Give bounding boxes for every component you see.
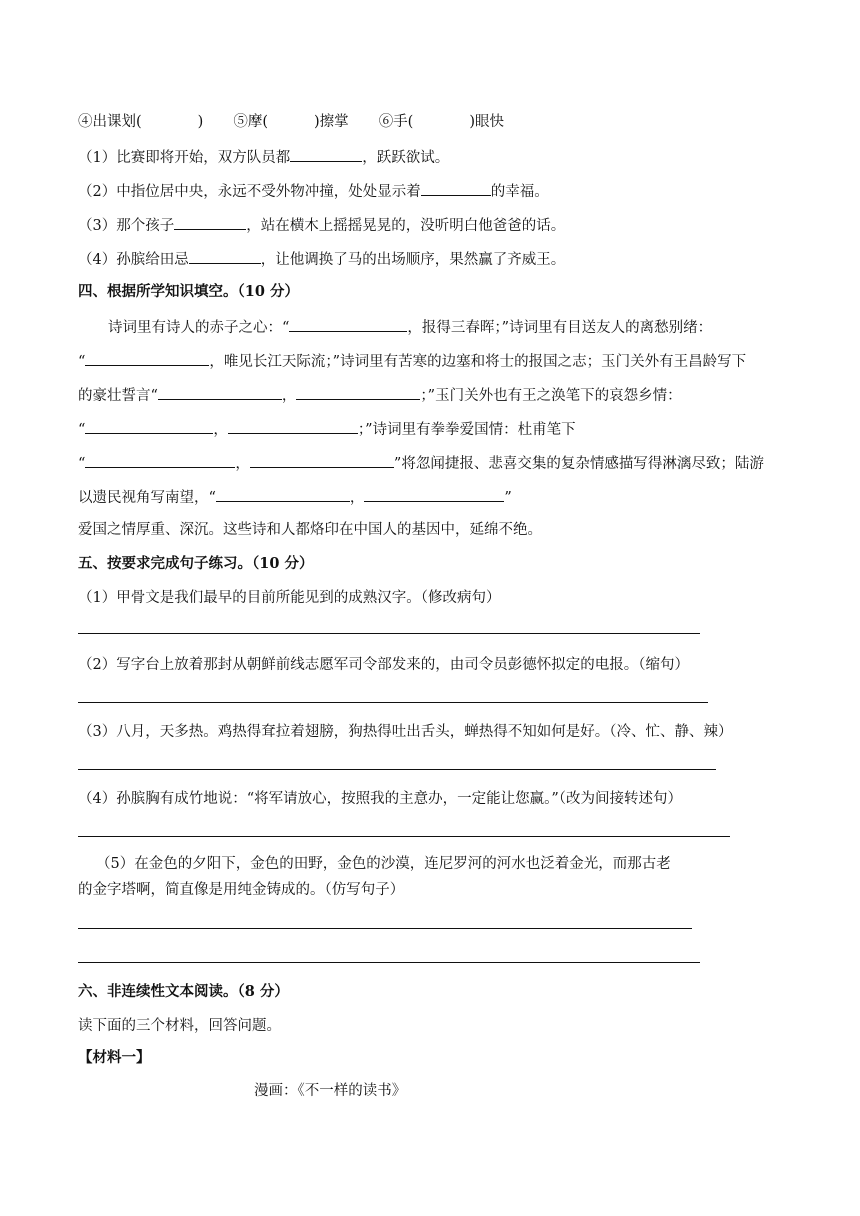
q4-line-7: 爱国之情厚重、深沉。这些诗和人都烙印在中国人的基因中，延绵不绝。	[78, 522, 542, 538]
q3-s4-text: （4）孙膑给田忌	[78, 252, 189, 268]
q5-sentence-4: （4）孙膑胸有成竹地说：“将军请放心，按照我的主意办，一定能让您赢。”（改为间接转述句）	[78, 791, 683, 807]
comma: ，	[281, 388, 297, 404]
idiom-5-close: )擦掌	[314, 114, 349, 130]
idiom-6-close: )眼快	[469, 114, 505, 130]
answer-blank[interactable]	[189, 248, 261, 264]
comma: ，	[213, 422, 228, 438]
poem-blank[interactable]	[216, 486, 350, 502]
q4-line-6	[78, 486, 512, 508]
idiom-4: ④出课划(	[78, 114, 142, 130]
q4-l6-tail: ”	[504, 490, 512, 506]
q6-intro: 读下面的三个材料，回答问题。	[78, 1018, 281, 1034]
poem-blank[interactable]	[85, 350, 209, 366]
poem-blank[interactable]	[364, 486, 504, 502]
q3-sentence-3	[78, 214, 565, 236]
q3-s1-tail: ，跃跃欲试。	[362, 150, 450, 166]
q4-line-5	[78, 452, 764, 474]
idiom-row-4-6	[78, 112, 504, 132]
q3-sentence-1	[78, 146, 449, 168]
q4-l1-text: 诗词里有诗人的赤子之心：“	[108, 320, 290, 336]
poem-blank[interactable]	[85, 452, 235, 468]
comic-caption: 漫画：《不一样的读书》	[254, 1083, 407, 1099]
q3-sentence-4	[78, 248, 565, 270]
answer-line[interactable]	[78, 836, 730, 837]
q5-sentence-5b: 的金字塔啊，简直像是用纯金铸成的。（仿写句子）	[78, 882, 405, 898]
q3-s3-text: （3）那个孩子	[78, 218, 175, 234]
answer-line[interactable]	[78, 769, 716, 770]
q4-l4-quote: “	[78, 422, 86, 438]
q4-line-3	[78, 384, 682, 406]
answer-blank[interactable]	[290, 146, 362, 162]
q4-l5-quote: “	[78, 456, 86, 472]
answer-line[interactable]	[78, 702, 708, 703]
comma: ，	[235, 456, 250, 472]
q4-line-2	[78, 350, 746, 372]
answer-blank[interactable]	[421, 180, 491, 196]
q4-line-1	[108, 316, 712, 338]
q3-s2-text: （2）中指位居中央，永远不受外物冲撞，处处显示着	[78, 184, 421, 200]
q4-l6-text: 以遗民视角写南望，“	[78, 490, 216, 506]
answer-line[interactable]	[78, 962, 700, 963]
q3-s3-tail: ，站在横木上摇摇晃晃的，没听明白他爸爸的话。	[246, 218, 566, 234]
answer-blank[interactable]	[174, 214, 246, 230]
poem-blank[interactable]	[158, 384, 282, 400]
q3-sentence-2	[78, 180, 549, 202]
idiom-5: ⑤摩(	[233, 114, 269, 130]
q4-l4-tail: ；”诗词里有拳拳爱国情：杜甫笔下	[357, 422, 576, 438]
comma: ，	[349, 490, 365, 506]
idiom-4-close: )	[197, 114, 204, 130]
poem-blank[interactable]	[228, 418, 358, 434]
material-1-label: 【材料一】	[78, 1049, 151, 1066]
q4-l3-tail: ；”玉门关外也有王之涣笔下的哀怨乡情：	[420, 388, 682, 404]
q3-s1-text: （1）比赛即将开始，双方队员都	[78, 150, 291, 166]
q4-l2-tail: ，唯见长江天际流；”诗词里有苦寒的边塞和将士的报国之志；玉门关外有王昌龄写下	[209, 354, 747, 370]
q5-sentence-3: （3）八月，天多热。鸡热得耷拉着翅膀，狗热得吐出舌头，蝉热得不知如何是好。（冷、忙、静、辣）	[78, 724, 733, 740]
q3-s4-tail: ，让他调换了马的出场顺序，果然赢了齐威王。	[260, 252, 566, 268]
section-5-heading: 五、按要求完成句子练习。（10 分）	[78, 555, 314, 572]
q4-l5-tail: ”将忽闻捷报、悲喜交集的复杂情感描写得淋漓尽致；陆游	[393, 456, 764, 472]
q5-sentence-1: （1）甲骨文是我们最早的目前所能见到的成熟汉字。（修改病句）	[78, 590, 501, 606]
section-6-heading: 六、非连续性文本阅读。（8 分）	[78, 983, 289, 1000]
q5-sentence-2: （2）写字台上放着那封从朝鲜前线志愿军司令部发来的，由司令员彭德怀拟定的电报。（缩句）	[78, 657, 689, 673]
section-4-heading: 四、根据所学知识填空。（10 分）	[78, 283, 299, 300]
q4-l1-tail: ，报得三春晖；”诗词里有目送友人的离愁别绪：	[407, 320, 713, 336]
q5-sentence-5a: （5）在金色的夕阳下，金色的田野，金色的沙漠，连尼罗河的河水也泛着金光，而那古老	[96, 856, 671, 872]
poem-blank[interactable]	[85, 418, 213, 434]
q4-line-4	[78, 418, 576, 440]
answer-line[interactable]	[78, 633, 700, 634]
answer-line[interactable]	[78, 928, 692, 929]
q3-s2-tail: 的幸福。	[490, 184, 549, 200]
poem-blank[interactable]	[296, 384, 420, 400]
q4-l3-text: 的豪壮誓言“	[78, 388, 158, 404]
q4-l2-quote: “	[78, 354, 86, 370]
poem-blank[interactable]	[289, 316, 407, 332]
poem-blank[interactable]	[250, 452, 394, 468]
idiom-6: ⑥手(	[378, 114, 414, 130]
